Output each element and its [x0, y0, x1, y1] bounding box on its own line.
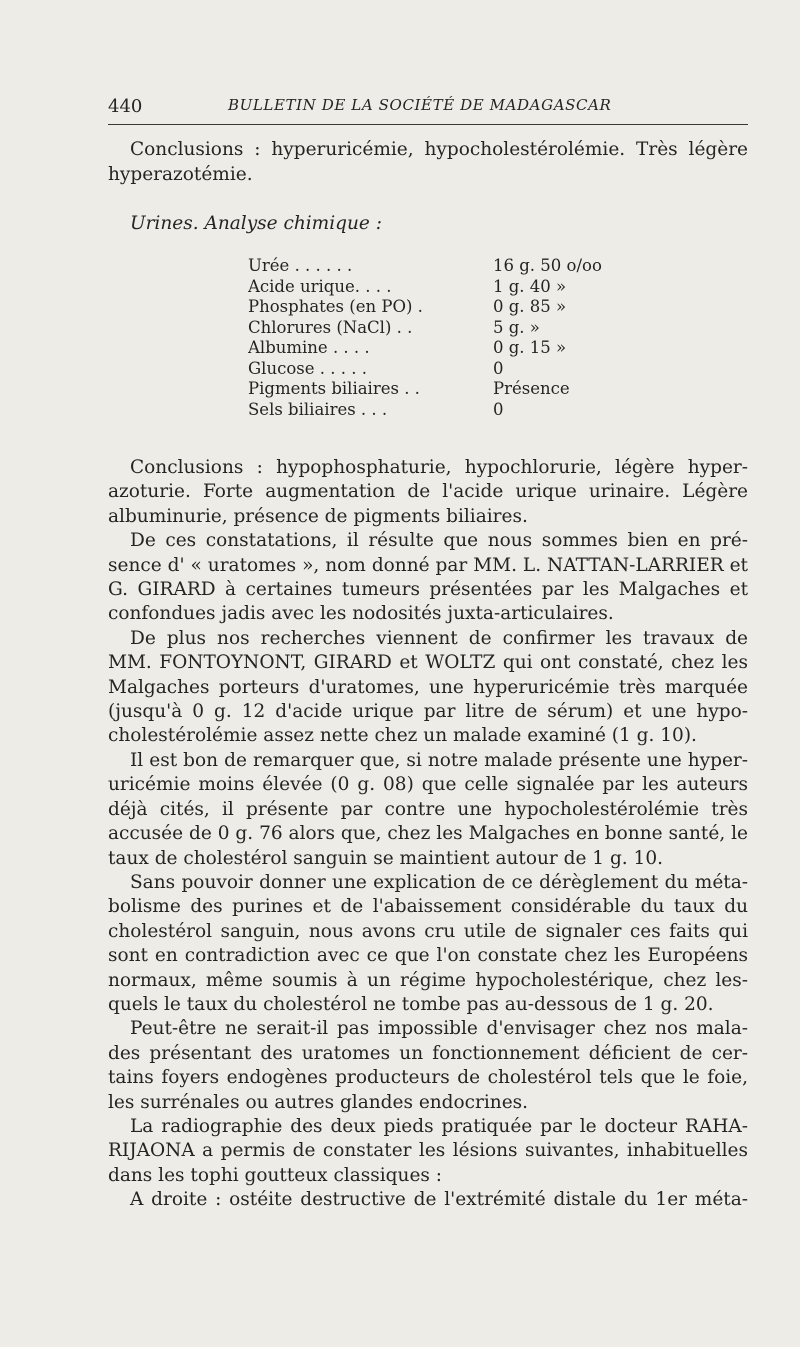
analysis-label: Chlorures (NaCl) . .	[248, 317, 413, 337]
analysis-value: Présence	[493, 379, 570, 398]
paragraph-line: MM. FONTOYNONT, GIRARD et WOLTZ qui ont constaté, chez les	[108, 652, 748, 674]
paragraph-line: sence d' « uratomes », nom donné par MM. L. NATTAN-LARRIER et	[108, 554, 748, 576]
paragraph-line: quels le taux du cholestérol ne tombe pas au-dessous de 1 g. 20.	[108, 993, 714, 1015]
analysis-row	[248, 379, 602, 400]
analysis-value: 0	[493, 399, 504, 419]
analysis-row	[248, 256, 602, 277]
running-title: BULLETIN DE LA SOCIÉTÉ DE MADAGASCAR	[228, 96, 612, 114]
analysis-value: 5 g. »	[493, 317, 540, 337]
section-heading: Urines. Analyse chimique :	[130, 213, 382, 234]
analysis-value: 0 g. 85 »	[493, 297, 567, 316]
analysis-row	[248, 400, 602, 421]
analysis-value: 1 g. 40 »	[493, 276, 567, 296]
paragraph-line: hyperazotémie.	[108, 163, 253, 185]
paragraph-line: Conclusions : hyperuricémie, hypocholestérolémie. Très légère	[130, 139, 748, 160]
paragraph-line: cholestérol sanguin, nous avons cru utile de signaler ces faits qui	[108, 920, 748, 942]
paragraph-line: taux de cholestérol sanguin se maintient autour de 1 g. 10.	[108, 847, 663, 869]
paragraph-line: RIJAONA a permis de constater les lésions suivantes, inhabituelles	[108, 1140, 748, 1162]
paragraph-line: azoturie. Forte augmentation de l'acide urique urinaire. Légère	[108, 481, 748, 503]
paragraph-line: G. GIRARD à certaines tumeurs présentées par les Malgaches et	[108, 579, 748, 601]
paragraph-line: De ces constatations, il résulte que nous sommes bien en pré-	[130, 530, 748, 552]
analysis-value: 0 g. 15 »	[493, 338, 567, 357]
paragraph-line: déjà cités, il présente par contre une hypocholestérolémie très	[108, 798, 748, 820]
analysis-row	[248, 318, 602, 339]
paragraph-line: normaux, même soumis à un régime hypocholestérique, chez les-	[108, 969, 748, 991]
paragraph-line: Malgaches porteurs d'uratomes, une hyperuricémie très marquée	[108, 676, 748, 698]
analysis-label: Sels biliaires . . .	[248, 399, 388, 419]
paragraph-line: tains foyers endogènes producteurs de cholestérol tels que le foie,	[108, 1067, 748, 1089]
paragraph-line: De plus nos recherches viennent de confirmer les travaux de	[130, 627, 748, 649]
paragraph-line: albuminurie, présence de pigments biliaires.	[108, 505, 528, 527]
paragraph-line: Peut-être ne serait-il pas impossible d'envisager chez nos mala-	[130, 1018, 748, 1040]
analysis-label: Phosphates (en PO) .	[248, 297, 423, 316]
paragraph-line: les surrénales ou autres glandes endocrines.	[108, 1091, 529, 1113]
conclusion-blood	[108, 138, 748, 187]
paragraph-line: (jusqu'à 0 g. 12 d'acide urique par litre de sérum) et une hypo-	[108, 701, 748, 723]
analysis-label: Acide urique. . . .	[248, 276, 392, 296]
paragraph-line: La radiographie des deux pieds pratiquée par le docteur RAHA-	[130, 1115, 748, 1137]
paragraph-line: uricémie moins élevée (0 g. 08) que celle signalée par les auteurs	[108, 774, 748, 796]
urine-analysis-table	[248, 256, 602, 420]
paragraph-line: confondues jadis avec les nodosités juxta-articulaires.	[108, 603, 614, 625]
paragraph-line: Sans pouvoir donner une explication de ce dérèglement du méta-	[130, 871, 748, 893]
paragraph-line: des présentant des uratomes un fonctionnement déficient de cer-	[108, 1042, 748, 1064]
page-number: 440	[108, 96, 143, 117]
paragraph-line: accusée de 0 g. 76 alors que, chez les Malgaches en bonne santé, le	[108, 823, 748, 845]
analysis-row	[248, 277, 602, 298]
header-rule	[108, 124, 748, 125]
paragraph-line: bolisme des purines et de l'abaissement considérable du taux du	[108, 896, 748, 918]
analysis-label: Pigments biliaires . .	[248, 379, 420, 398]
analysis-row	[248, 338, 602, 359]
body-text	[108, 456, 748, 1213]
analysis-row	[248, 297, 602, 318]
analysis-label: Urée . . . . . .	[248, 256, 353, 275]
analysis-value: 0	[493, 358, 504, 378]
analysis-row	[248, 359, 602, 380]
paragraph-line: cholestérolémie assez nette chez un malade examiné (1 g. 10).	[108, 725, 697, 747]
paragraph-line: Il est bon de remarquer que, si notre malade présente une hyper-	[130, 749, 748, 771]
analysis-label: Glucose . . . . .	[248, 358, 367, 378]
page-header	[108, 96, 748, 120]
paragraph-line: dans les tophi goutteux classiques :	[108, 1164, 442, 1186]
analysis-label: Albumine . . . .	[248, 338, 370, 357]
paragraph-line: Conclusions : hypophosphaturie, hypochlorurie, légère hyper-	[130, 457, 748, 478]
paragraph-line: sont en contradiction avec ce que l'on constate chez les Européens	[108, 945, 748, 967]
paragraph-line: A droite : ostéite destructive de l'extrémité distale du 1er méta-	[130, 1189, 748, 1211]
analysis-value: 16 g. 50 o/oo	[493, 256, 602, 275]
